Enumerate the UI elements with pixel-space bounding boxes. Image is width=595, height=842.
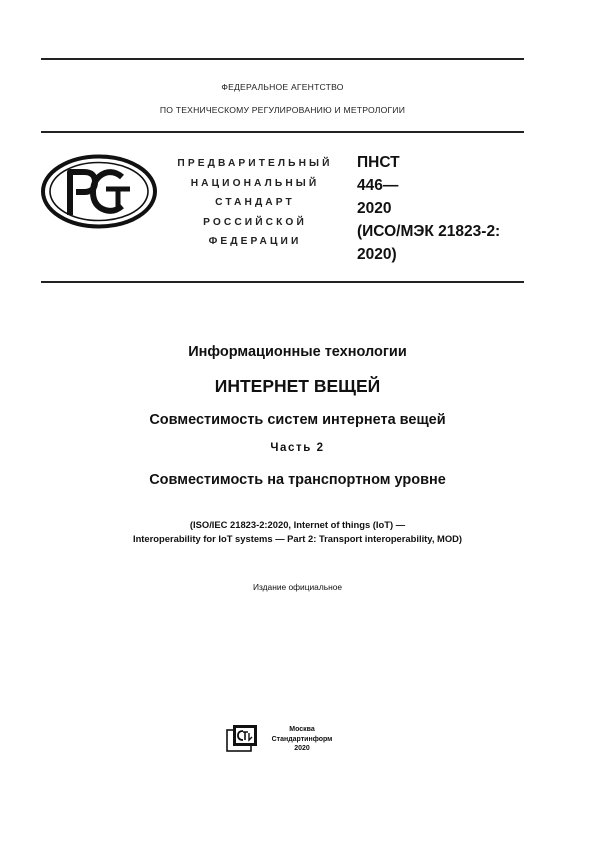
- publisher-logo-icon: [226, 724, 260, 752]
- standard-code-line: 2020): [357, 246, 397, 263]
- title-line-1: Информационные технологии: [188, 344, 407, 360]
- agency-rule: [41, 131, 524, 133]
- standard-type-line: СТАНДАРТ: [215, 197, 295, 208]
- publisher-year: 2020: [294, 745, 310, 752]
- standard-type-line: НАЦИОНАЛЬНЫЙ: [190, 177, 320, 189]
- title-line-5: Совместимость на транспортном уровне: [149, 472, 446, 488]
- english-title-line: Interoperability for IoT systems — Part 2: Transport interoperability, MOD): [132, 533, 463, 544]
- standard-code: [357, 151, 527, 266]
- english-title-line: (ISO/IEC 21823-2:2020, Internet of things (IoT) —: [189, 519, 406, 530]
- english-title: [0, 518, 595, 546]
- publisher-info: [270, 725, 334, 754]
- agency-line-1: ФЕДЕРАЛЬНОЕ АГЕНТСТВО: [221, 82, 344, 92]
- standard-code-line: 446—: [357, 177, 399, 194]
- gost-r-logo-icon: [40, 153, 158, 230]
- title-part: Часть 2: [270, 442, 325, 454]
- standard-code-line: 2020: [357, 200, 392, 217]
- header-bottom-rule: [41, 281, 524, 283]
- publisher-city: Москва: [289, 726, 315, 733]
- standard-type-line: РОССИЙСКОЙ: [203, 216, 307, 228]
- top-rule: [41, 58, 524, 60]
- standard-type-line: ПРЕДВАРИТЕЛЬНЫЙ: [177, 158, 333, 169]
- edition-label: Издание официальное: [252, 582, 343, 592]
- standard-code-line: (ИСО/МЭК 21823-2:: [357, 223, 501, 240]
- agency-line-2: ПО ТЕХНИЧЕСКОМУ РЕГУЛИРОВАНИЮ И МЕТРОЛОГИИ: [159, 105, 406, 115]
- standard-code-line: ПНСТ: [357, 154, 400, 171]
- title-line-3: Совместимость систем интернета вещей: [149, 412, 446, 428]
- standard-type: [160, 154, 350, 252]
- title-line-2: ИНТЕРНЕТ ВЕЩЕЙ: [214, 376, 381, 396]
- publisher-name: Стандартинформ: [271, 735, 333, 743]
- standard-type-line: ФЕДЕРАЦИИ: [208, 236, 302, 247]
